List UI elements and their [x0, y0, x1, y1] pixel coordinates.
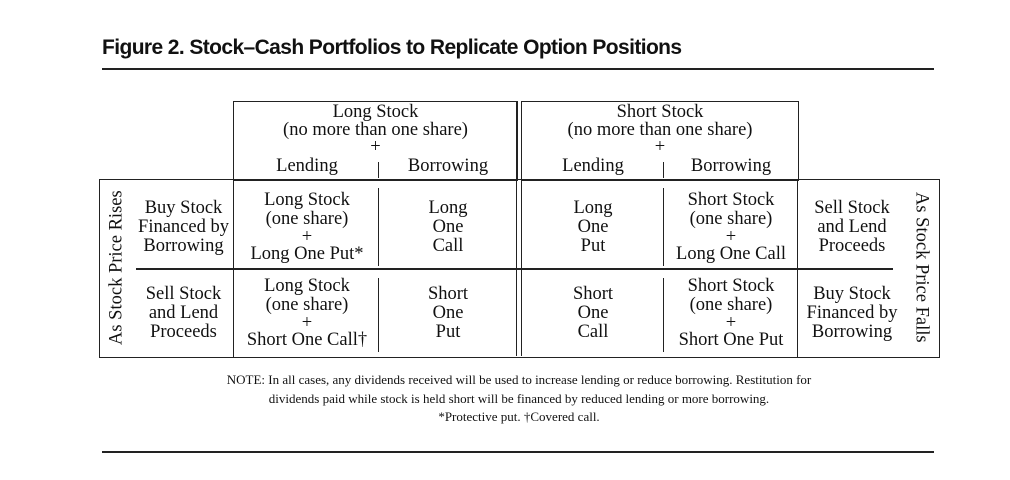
cell-long-borrowing-falls: Short One Put — [427, 283, 469, 342]
cell-divider-short — [663, 188, 664, 266]
cell-long-lending-falls: Long Stock (one share) + Short One Call† — [246, 275, 368, 350]
long-stock-header-plus: + — [370, 137, 381, 157]
cell-long-lending-rises: Long Stock (one share) + Long One Put* — [250, 189, 364, 264]
figure-title: Figure 2. Stock–Cash Portfolios to Replicate Option Positions — [102, 36, 682, 59]
long-stock-header-subtitle: (no more than one share) — [283, 120, 468, 140]
note-line-1: NOTE: In all cases, any dividends received will be used to increase lending or reduce borrowing. Restitution for — [226, 372, 812, 387]
cell-short-lending-falls: Short One Call — [572, 283, 614, 342]
header-tick-short — [663, 162, 664, 178]
row2-right-label: Buy Stock Financed by Borrowing — [806, 283, 898, 342]
top-rule — [102, 68, 934, 70]
center-double-line — [516, 101, 522, 356]
cell-divider-long — [378, 188, 379, 266]
subcol-borrowing-short: Borrowing — [690, 156, 772, 176]
header-tick-long — [378, 162, 379, 178]
cell-divider-long-2 — [378, 278, 379, 352]
short-stock-header-subtitle: (no more than one share) — [567, 120, 753, 140]
row2-left-label: Sell Stock and Lend Proceeds — [145, 283, 222, 342]
cell-divider-short-2 — [663, 278, 664, 352]
note-line-2: dividends paid while stock is held short will be financed by reduced lending or more borrowing. — [268, 391, 770, 406]
long-stock-header-title: Long Stock — [332, 102, 419, 122]
subcol-borrowing-long: Borrowing — [407, 156, 489, 176]
row1-left-label: Buy Stock Financed by Borrowing — [138, 197, 229, 256]
footnote-definitions: *Protective put. †Covered call. — [438, 409, 600, 424]
row1-right-label: Sell Stock and Lend Proceeds — [814, 197, 890, 256]
cell-short-lending-rises: Long One Put — [573, 197, 613, 256]
cell-short-borrowing-falls: Short Stock (one share) + Short One Put — [678, 275, 784, 350]
cell-long-borrowing-rises: Long One Call — [428, 197, 468, 256]
right-axis-label: As Stock Price Falls — [911, 192, 932, 343]
cell-short-borrowing-rises: Short Stock (one share) + Long One Call — [676, 189, 786, 264]
row-divider — [136, 268, 893, 270]
left-axis-label: As Stock Price Rises — [106, 190, 127, 345]
subcol-lending-long: Lending — [276, 156, 338, 176]
short-stock-header-title: Short Stock — [616, 102, 704, 122]
subcol-lending-short: Lending — [562, 156, 624, 176]
bottom-rule — [102, 451, 934, 453]
short-stock-header-plus: + — [654, 137, 666, 157]
